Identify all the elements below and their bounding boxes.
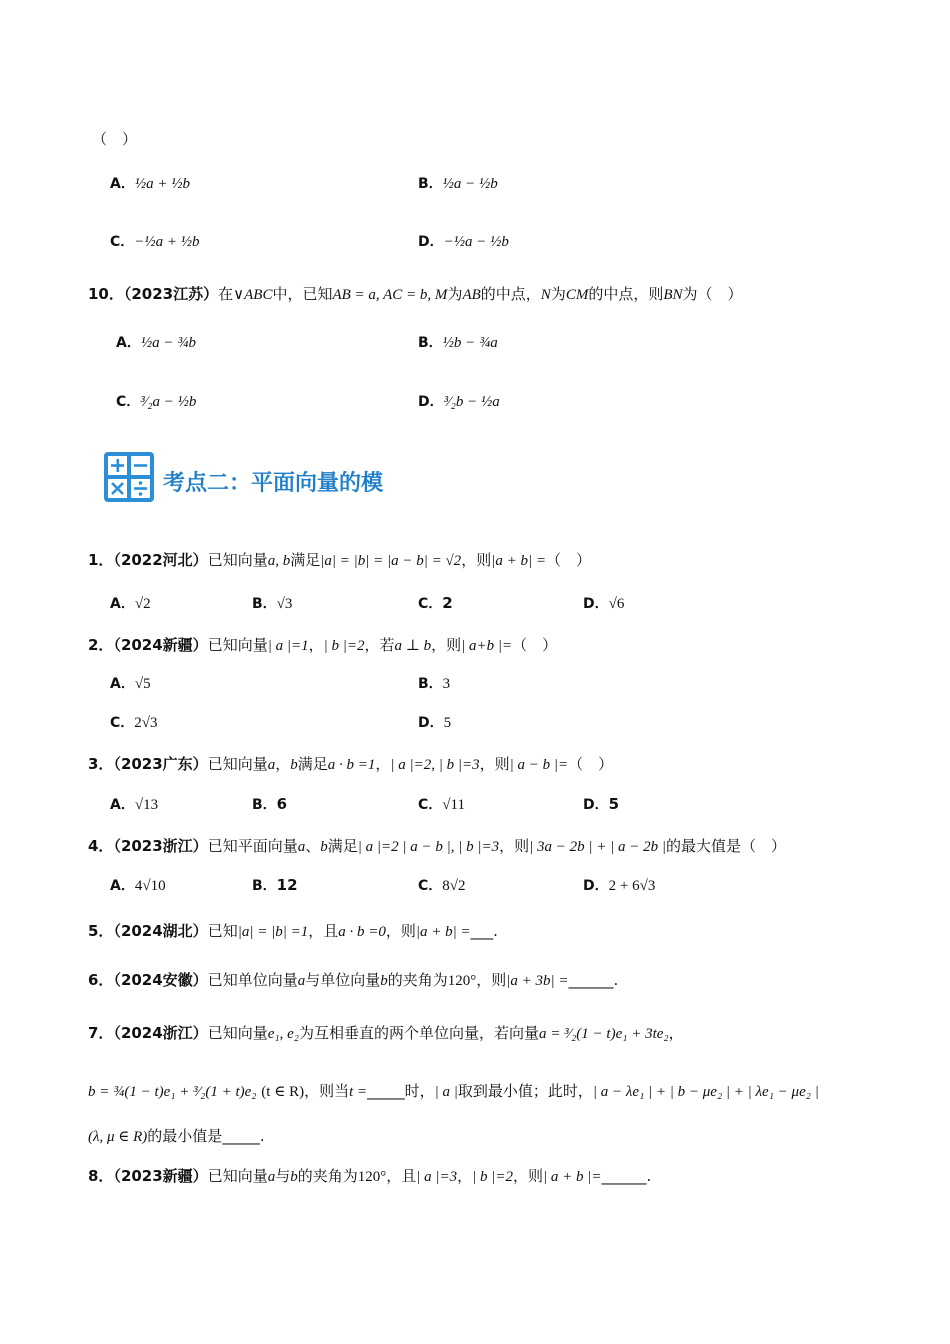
question-8-stem (88, 1165, 651, 1186)
option-label: B． (418, 676, 443, 692)
stem-text: ， (275, 755, 291, 773)
stem-text: 与 (275, 1167, 291, 1185)
stem-math: AB = a, AC = b, M (332, 287, 448, 303)
stem-text: 取到最小值；此时， (457, 1082, 593, 1100)
option-label: D． (418, 715, 444, 731)
option-c[interactable] (110, 231, 200, 251)
stem-text: ，则 (499, 837, 530, 855)
stem-text: 已知平面向量 (207, 837, 298, 855)
option-expr: √6 (608, 596, 625, 612)
option-label: B． (252, 878, 277, 894)
question-source: （2023广东） (113, 755, 208, 773)
option-b[interactable] (418, 332, 498, 352)
option-expr: 3 (442, 676, 451, 692)
option-label: C． (110, 234, 135, 250)
question-7-line-3 (88, 1125, 265, 1146)
stem-math: | 3a − 2b | + | a − 2b | (529, 839, 666, 855)
question-number: 2． (88, 636, 114, 654)
question-5-stem (88, 920, 498, 941)
stem-text: 与单位向量 (305, 971, 381, 989)
stem-text: ， (308, 636, 324, 654)
stem-math: a = ³⁄₂(1 − t)e₁ + 3te₂ (538, 1026, 669, 1042)
option-label: A． (110, 878, 135, 894)
question-source: （2022河北） (113, 551, 208, 569)
stem-math: | a |=2 | a − b |, | b |=3 (357, 839, 500, 855)
answer-blank[interactable]: ______ (601, 1167, 647, 1185)
stem-math: a (297, 839, 306, 855)
option-expr: √5 (134, 676, 151, 692)
option-expr: −½a + ½b (134, 234, 200, 250)
option-expr: ½a + ½b (134, 176, 190, 192)
question-source: （2023江苏） (123, 285, 219, 303)
question-number: 7． (88, 1024, 114, 1042)
stem-text: ， (375, 755, 391, 773)
option-label: A． (110, 176, 135, 192)
stem-text: . (259, 1127, 265, 1145)
option-c[interactable] (418, 875, 466, 895)
stem-text: 为互相垂直的两个单位向量，若向量 (298, 1024, 539, 1042)
stem-text: ，则当 (304, 1082, 350, 1100)
question-6-stem (88, 969, 618, 990)
stem-text: 为 (447, 285, 463, 303)
question-3-stem (88, 753, 613, 774)
option-c[interactable] (418, 593, 453, 613)
question-number: 3． (88, 755, 114, 773)
option-c[interactable] (110, 712, 158, 732)
option-expr: ½a − ¾b (140, 335, 196, 351)
stem-text: ，若 (364, 636, 395, 654)
stem-math: a (267, 757, 276, 773)
answer-paren: （ ） (92, 130, 138, 148)
option-expr: −½a − ½b (443, 234, 509, 250)
option-label: A． (116, 335, 141, 351)
stem-math: AB (462, 287, 481, 303)
stem-text: . (613, 971, 619, 989)
stem-text: 满足 (290, 551, 321, 569)
stem-math: a ⊥ b (394, 638, 432, 654)
question-source: （2023新疆） (113, 1167, 208, 1185)
stem-text: 为 (550, 285, 566, 303)
stem-math: CM (565, 287, 589, 303)
stem-math: a · b =0 (338, 924, 386, 940)
question-number: 1． (88, 551, 114, 569)
option-a[interactable] (110, 673, 151, 693)
option-expr: 2√3 (134, 715, 158, 731)
option-label: B． (418, 335, 443, 351)
stem-text: ，则 (513, 1167, 544, 1185)
question-4-stem (88, 835, 786, 856)
stem-math: (λ, μ ∈ R) (88, 1129, 148, 1145)
stem-math: a (297, 973, 306, 989)
stem-math: 120° (447, 973, 477, 989)
option-label: B． (252, 596, 277, 612)
question-source: （2024安徽） (113, 971, 208, 989)
stem-text: 的中点，则 (588, 285, 664, 303)
option-expr: ³⁄₂a − ½b (140, 394, 197, 410)
stem-text: ，则 (479, 755, 510, 773)
option-c[interactable] (418, 794, 465, 814)
stem-text: 的最小值是 (147, 1127, 223, 1145)
stem-text: ，则 (461, 551, 492, 569)
option-expr: 4√10 (134, 878, 166, 894)
option-b[interactable] (252, 794, 287, 814)
stem-text: 已知 (207, 922, 238, 940)
option-b[interactable] (418, 673, 450, 693)
option-a[interactable] (110, 593, 151, 613)
stem-math: | a − λe₁ | + | b − μe₂ | + | λe₁ − μe₂ | (592, 1084, 819, 1100)
question-2-stem (88, 634, 557, 655)
option-label: C． (110, 715, 135, 731)
stem-text: 已知向量 (207, 755, 268, 773)
calculator-icon (104, 452, 154, 502)
stem-text: 中，已知 (272, 285, 333, 303)
question-1-stem (88, 549, 591, 570)
answer-blank[interactable]: ______ (568, 971, 614, 989)
stem-math: b (290, 757, 298, 773)
stem-math: |a + b| = (491, 553, 546, 569)
stem-math: | a + b |= (543, 1169, 602, 1185)
question-source: （2024新疆） (113, 636, 208, 654)
stem-text: 的夹角为 (297, 1167, 358, 1185)
question-number: 6． (88, 971, 114, 989)
option-c[interactable] (116, 391, 196, 411)
stem-math: | a − b |= (509, 757, 569, 773)
stem-text: ，则 (476, 971, 507, 989)
stem-math: | a |=2, | b |=3 (390, 757, 480, 773)
stem-math: | b |=2 (472, 1169, 514, 1185)
stem-text: 为（ ） (682, 285, 743, 303)
stem-math: |a| = |b| = |a − b| = √2 (320, 553, 462, 569)
option-label: C． (418, 797, 443, 813)
stem-text: （ ） (545, 551, 591, 569)
option-d[interactable] (583, 875, 655, 895)
stem-text: 已知向量 (207, 636, 268, 654)
option-expr: √2 (134, 596, 151, 612)
stem-text: 满足 (297, 755, 328, 773)
question-number: 8． (88, 1167, 114, 1185)
stem-math: a (267, 1169, 276, 1185)
stem-text: （ ） (512, 636, 558, 654)
question-10-stem (88, 283, 743, 304)
question-number: 4． (88, 837, 114, 855)
stem-math: a, b (267, 553, 291, 569)
option-expr: √11 (442, 797, 465, 813)
question-number: 5． (88, 922, 114, 940)
option-label: D． (583, 797, 609, 813)
stem-text: 的夹角为 (387, 971, 448, 989)
stem-text: ， (668, 1024, 684, 1042)
option-a[interactable] (116, 332, 196, 352)
stem-math: b (320, 839, 328, 855)
option-d[interactable] (583, 593, 624, 613)
option-label: A． (110, 797, 135, 813)
stem-math: BN (663, 287, 683, 303)
option-expr: ½a − ½b (442, 176, 498, 192)
option-a[interactable] (110, 794, 158, 814)
question-source: （2023浙江） (113, 837, 208, 855)
stem-math: ∨ABC (233, 287, 273, 303)
stem-text: . (493, 922, 498, 940)
option-label: C． (418, 878, 443, 894)
stem-text: 时， (404, 1082, 435, 1100)
stem-math: b (380, 973, 388, 989)
stem-math: | a | (434, 1084, 458, 1100)
stem-text: 已知单位向量 (207, 971, 298, 989)
stem-math: | b |=2 (323, 638, 365, 654)
option-label: D． (418, 394, 444, 410)
option-a[interactable] (110, 173, 190, 193)
option-label: B． (252, 797, 277, 813)
option-label: A． (110, 596, 135, 612)
question-number: 10． (88, 285, 124, 303)
stem-text: 在 (218, 285, 234, 303)
stem-math: |a + 3b| = (506, 973, 569, 989)
stem-math: |a + b| = (415, 924, 471, 940)
option-expr: 12 (276, 876, 298, 894)
option-label: A． (110, 676, 135, 692)
stem-math: |a| = |b| =1 (237, 924, 309, 940)
stem-text: 的中点， (480, 285, 541, 303)
stem-text: ，则 (385, 922, 416, 940)
option-expr: 6 (276, 795, 288, 813)
answer-blank[interactable]: _____ (222, 1127, 260, 1145)
question-source: （2024浙江） (113, 1024, 208, 1042)
stem-math: b (290, 1169, 298, 1185)
option-label: D． (583, 878, 609, 894)
stem-text: ，且 (386, 1167, 417, 1185)
option-expr: 8√2 (442, 878, 466, 894)
stem-text: 已知向量 (207, 1024, 268, 1042)
option-d[interactable] (583, 794, 619, 814)
stem-text: . (646, 1167, 652, 1185)
stem-text: ，且 (308, 922, 339, 940)
option-a[interactable] (110, 875, 166, 895)
option-expr: ½b − ¾a (442, 335, 498, 351)
option-label: C． (418, 596, 443, 612)
stem-text: 已知向量 (207, 1167, 268, 1185)
question-7-line-1 (88, 1022, 684, 1043)
option-b[interactable] (252, 875, 298, 895)
stem-text: ，则 (431, 636, 462, 654)
stem-math: t = (349, 1084, 368, 1100)
option-d[interactable] (418, 231, 509, 251)
stem-math: | a |=1 (267, 638, 309, 654)
question-source: （2024湖北） (113, 922, 208, 940)
option-label: D． (583, 596, 609, 612)
stem-math: | a+b |= (461, 638, 513, 654)
stem-math: 120° (357, 1169, 387, 1185)
stem-math: N (540, 287, 551, 303)
stem-math: | a |=3 (416, 1169, 458, 1185)
stem-text: 已知向量 (207, 551, 268, 569)
option-label: D． (418, 234, 444, 250)
stem-text: ， (457, 1167, 473, 1185)
stem-text: 的最大值是（ ） (665, 837, 786, 855)
option-expr: ³⁄₂b − ½a (443, 394, 500, 410)
option-expr: √13 (134, 797, 159, 813)
answer-blank[interactable]: _____ (367, 1082, 405, 1100)
answer-blank[interactable]: ___ (470, 922, 494, 940)
stem-text: 、 (305, 837, 321, 855)
question-7-line-2 (88, 1080, 819, 1101)
stem-math: b = ¾(1 − t)e₁ + ³⁄₂(1 + t)e₂ (88, 1084, 257, 1100)
stem-text: 满足 (327, 837, 358, 855)
option-expr: 5 (443, 715, 452, 731)
stem-text: （ ） (568, 755, 614, 773)
option-d[interactable] (418, 391, 500, 411)
option-b[interactable] (418, 173, 498, 193)
option-expr: 5 (608, 795, 620, 813)
option-d[interactable] (418, 712, 451, 732)
option-label: C． (116, 394, 141, 410)
option-expr: 2 (442, 594, 453, 612)
stem-math: (t ∈ R) (261, 1084, 305, 1100)
option-b[interactable] (252, 593, 292, 613)
section-title: 考点二：平面向量的模 (163, 471, 384, 496)
stem-math: e₁, e₂ (267, 1026, 299, 1042)
option-expr: 2 + 6√3 (608, 878, 656, 894)
option-expr: √3 (276, 596, 293, 612)
stem-math: a · b =1 (327, 757, 376, 773)
option-label: B． (418, 176, 443, 192)
